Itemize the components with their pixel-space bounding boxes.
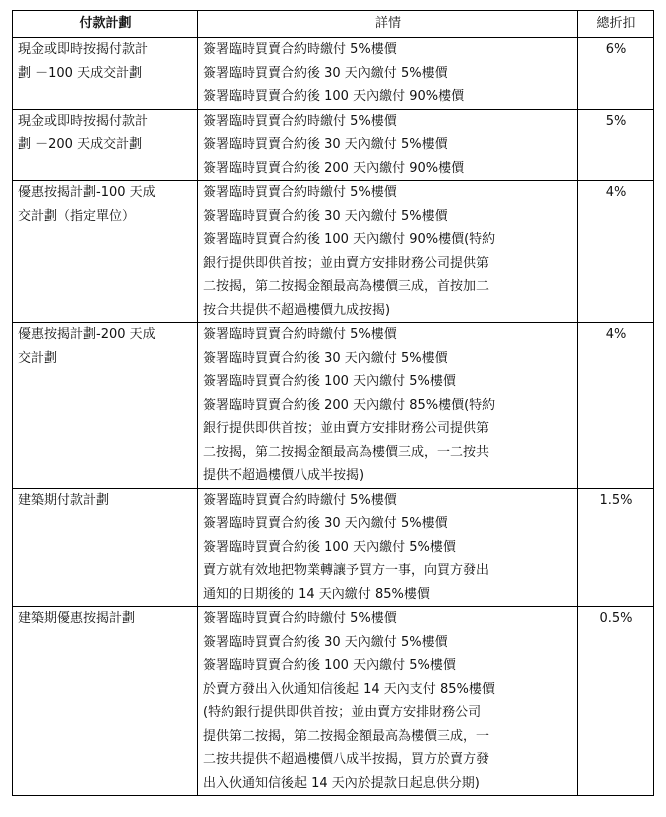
table-row (13, 323, 654, 489)
detail-line: 賣方就有效地把物業轉讓予買方一事，向買方發出 (203, 563, 490, 578)
detail-line: 二按揭，第二按揭金額最高為樓價三成，首按加二 (203, 279, 490, 294)
plan-details-cell (198, 607, 578, 796)
detail-line: 簽署臨時買賣合約後 100 天內繳付 90%樓價 (203, 89, 465, 104)
table-row (13, 38, 654, 110)
detail-line: 簽署臨時買賣合約後 100 天內繳付 5%樓價 (203, 374, 456, 389)
header-plan: 付款計劃 (13, 11, 198, 38)
detail-line: 提供不超過樓價八成半按揭) (203, 468, 365, 483)
header-details: 詳情 (198, 11, 578, 38)
discount-cell: 5% (578, 109, 654, 181)
discount-cell: 1.5% (578, 488, 654, 607)
detail-line: 銀行提供即供首按；並由賣方安排財務公司提供第 (203, 255, 490, 271)
discount-cell: 6% (578, 38, 654, 110)
detail-line: 簽署臨時買賣合約時繳付 5%樓價 (203, 113, 397, 129)
detail-line: 提供第二按揭，第二按揭金額最高為樓價三成，一 (203, 728, 490, 744)
plan-details-cell (198, 323, 578, 489)
table-row (13, 181, 654, 323)
plan-details-cell (198, 38, 578, 110)
detail-line: 簽署臨時買賣合約時繳付 5%樓價 (203, 327, 397, 342)
plan-name-cell: 優惠按揭計劃-200 天成 交計劃 (13, 323, 198, 489)
detail-line: 簽署臨時買賣合約後 100 天內繳付 5%樓價 (203, 539, 456, 555)
discount-cell: 4% (578, 181, 654, 323)
payment-plans-table (12, 10, 654, 796)
detail-line: 簽署臨時買賣合約後 30 天內繳付 5%樓價 (203, 65, 448, 81)
detail-line: 二按共提供不超過樓價八成半按揭，買方於賣方發 (203, 752, 490, 767)
discount-cell: 4% (578, 323, 654, 489)
table-row (13, 607, 654, 796)
plan-name-cell: 建築期優惠按揭計劃 (13, 607, 198, 796)
table-row (13, 488, 654, 607)
detail-line: 銀行提供即供首按；並由賣方安排財務公司提供第 (203, 421, 490, 436)
detail-line: 簽署臨時買賣合約後 30 天內繳付 5%樓價 (203, 634, 448, 650)
detail-line: 簽署臨時買賣合約時繳付 5%樓價 (203, 42, 397, 57)
detail-line: (特約銀行提供即供首按；並由賣方安排財務公司 (203, 705, 482, 720)
detail-line: 出入伙通知信後起 14 天內於提款日起息供分期) (203, 775, 480, 791)
detail-line: 簽署臨時買賣合約後 30 天內繳付 5%樓價 (203, 516, 448, 531)
detail-line: 於賣方發出入伙通知信後起 14 天內支付 85%樓價 (203, 681, 495, 697)
header-discount: 總折扣 (578, 11, 654, 38)
detail-line: 簽署臨時買賣合約時繳付 5%樓價 (203, 611, 397, 626)
plan-name-cell: 優惠按揭計劃-100 天成 交計劃（指定單位） (13, 181, 198, 323)
plan-name-cell: 建築期付款計劃 (13, 488, 198, 607)
detail-line: 簽署臨時買賣合約後 30 天內繳付 5%樓價 (203, 350, 448, 366)
detail-line: 簽署臨時買賣合約時繳付 5%樓價 (203, 185, 397, 200)
table-row (13, 109, 654, 181)
plan-name-cell: 現金或即時按揭付款計 劃 －100 天成交計劃 (13, 38, 198, 110)
detail-line: 簽署臨時買賣合約後 30 天內繳付 5%樓價 (203, 208, 448, 224)
detail-line: 簽署臨時買賣合約後 100 天內繳付 90%樓價(特約 (203, 232, 496, 247)
detail-line: 簽署臨時買賣合約後 100 天內繳付 5%樓價 (203, 658, 456, 673)
discount-cell: 0.5% (578, 607, 654, 796)
plan-details-cell (198, 181, 578, 323)
detail-line: 簽署臨時買賣合約時繳付 5%樓價 (203, 492, 397, 508)
table-header-row (13, 11, 654, 38)
detail-line: 按合共提供不超過樓價九成按揭) (203, 302, 391, 318)
plan-name-cell: 現金或即時按揭付款計 劃 －200 天成交計劃 (13, 109, 198, 181)
detail-line: 簽署臨時買賣合約後 200 天內繳付 85%樓價(特約 (203, 397, 496, 413)
table-body (13, 38, 654, 796)
detail-line: 簽署臨時買賣合約後 200 天內繳付 90%樓價 (203, 160, 465, 176)
detail-line: 通知的日期後的 14 天內繳付 85%樓價 (203, 586, 430, 602)
plan-details-cell (198, 109, 578, 181)
plan-details-cell (198, 488, 578, 607)
detail-line: 二按揭，第二按揭金額最高為樓價三成，一二按共 (203, 444, 490, 460)
detail-line: 簽署臨時買賣合約後 30 天內繳付 5%樓價 (203, 137, 448, 152)
